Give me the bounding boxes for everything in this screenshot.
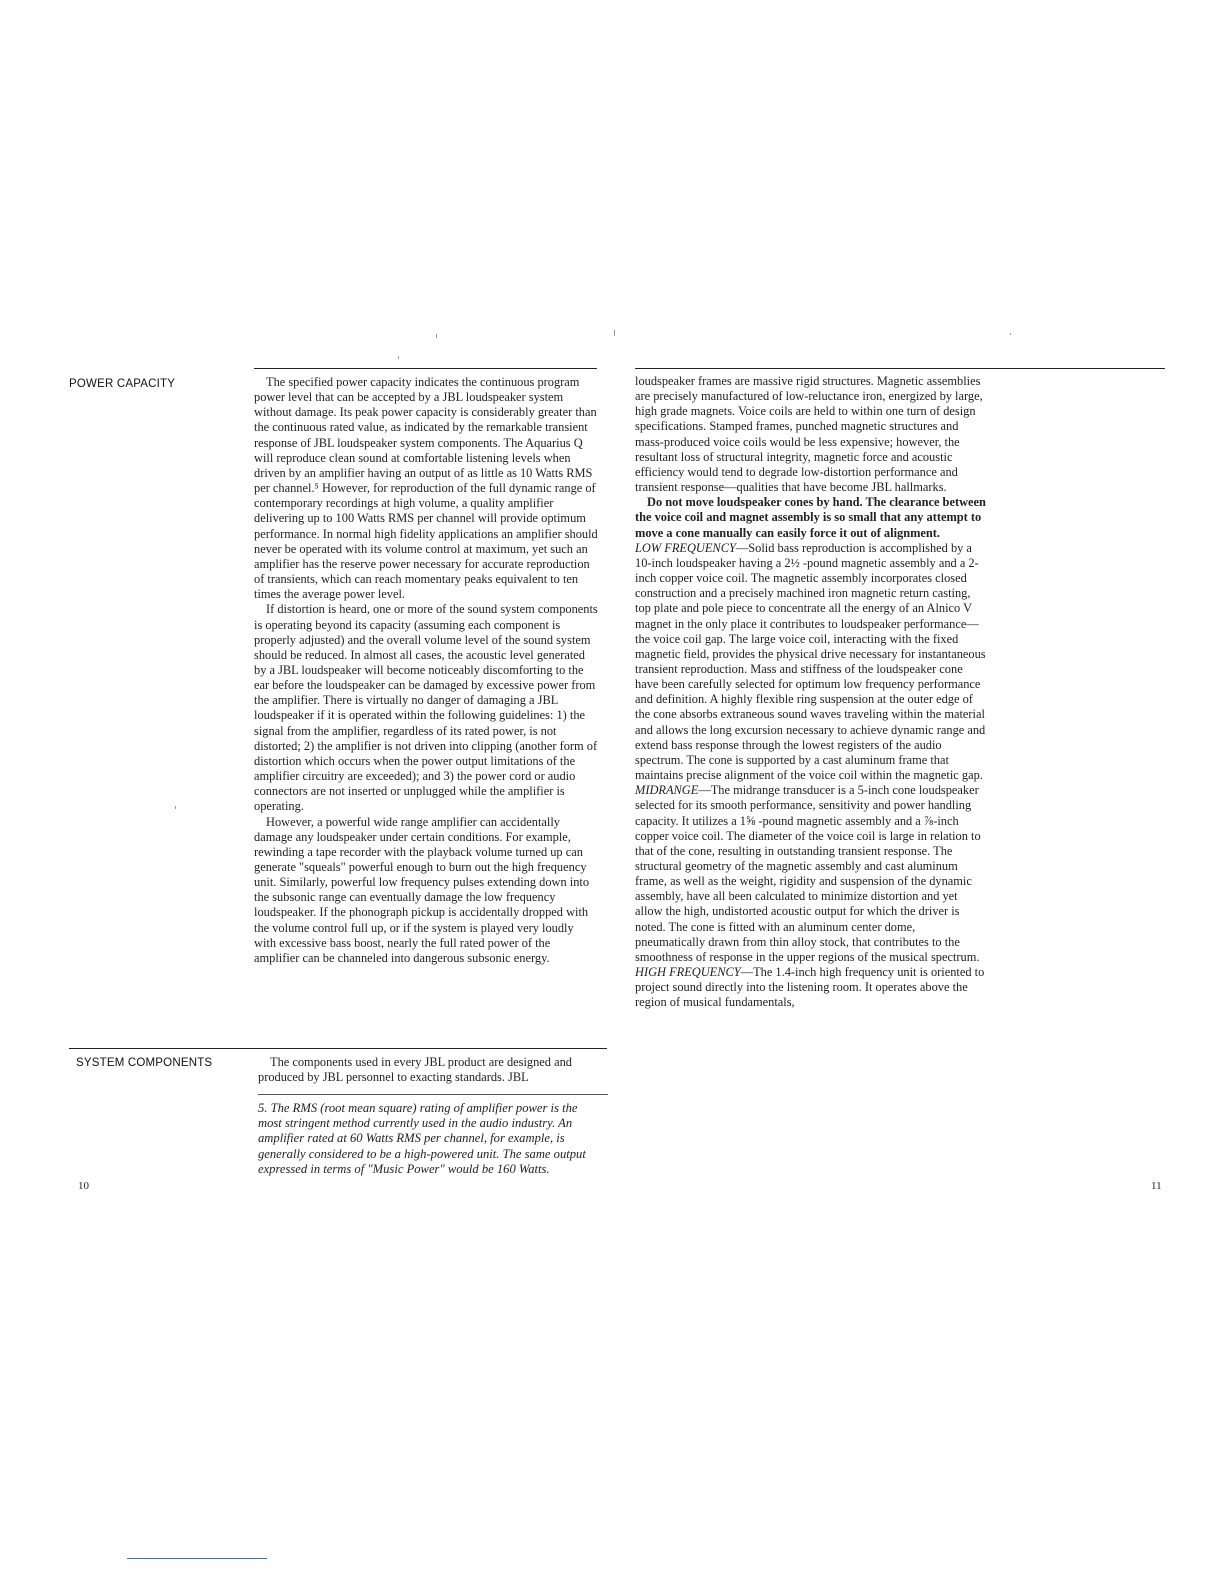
scan-edge-line <box>127 1558 267 1559</box>
low-frequency-label: LOW FREQUENCY <box>635 540 736 555</box>
power-capacity-paragraph-2: If distortion is heard, one or more of the sound system components is operating beyond its capacity (assuming each component is properly adjusted) and the overall volume level of the sound system should be reduced. In almost all cases, the acoustic level generated by a JBL loudspeaker will become noticeably discomforting to the ear before the loudspeaker can be damaged by excessive power from the amplifier. There is virtually no danger of damaging a JBL loudspeaker if it is operated within the following guidelines: 1) the signal from the amplifier, regardless of its rated power, is not distorted; 2) the amplifier is not driven into clipping (another form of distortion which occurs when the power output limitations of the amplifier circuitry are exceeded); and 3) the power cord or audio connectors are not inserted or unplugged while the amplifier is operating. <box>254 602 598 814</box>
power-capacity-top-rule <box>254 368 597 369</box>
power-capacity-heading: POWER CAPACITY <box>69 378 176 390</box>
high-frequency-paragraph <box>635 965 986 1010</box>
cone-warning: Do not move loudspeaker cones by hand. The clearance between the voice coil and magnet assembly is so small that any attempt to move a cone manually can easily force it out of alignment. <box>635 495 986 540</box>
page-number-left: 10 <box>78 1180 89 1192</box>
page-number-right: 11 <box>1151 1180 1162 1192</box>
system-components-paragraph-1: The components used in every JBL product are designed and produced by JBL personnel to exacting standards. JBL <box>258 1055 572 1085</box>
scan-speck <box>436 334 437 338</box>
footnote-5: 5. The RMS (root mean square) rating of amplifier power is the most stringent method currently used in the audio industry. An amplifier rated at 60 Watts RMS per channel, for example, is generally considered to be a high-powered unit. The same output expressed in terms of "Music Power" would be 160 Watts. <box>258 1101 586 1176</box>
power-capacity-paragraph-1: The specified power capacity indicates the continuous program power level that can be accepted by a JBL loudspeaker system without damage. Its peak power capacity is considerably greater than the continuous rated value, as indicated by the remarkable transient response of JBL loudspeaker system components. The Aquarius Q will reproduce clean sound at comfortable listening levels when driven by an amplifier having an output of as little as 10 Watts RMS per channel.⁵ However, for reproduction of the full dynamic range of contemporary recordings at high volume, a quality amplifier delivering up to 100 Watts RMS per channel will provide optimum performance. In normal high fidelity applications an amplifier should never be operated with its volume control at maximum, yet such an amplifier has the reserve power necessary for accurate reproduction of transients, which can reach momentary peaks equivalent to ten times the average power level. <box>254 375 598 602</box>
midrange-label: MIDRANGE <box>635 783 699 798</box>
system-components-heading: SYSTEM COMPONENTS <box>76 1057 213 1069</box>
system-components-top-rule <box>69 1048 607 1049</box>
power-capacity-paragraph-3: However, a powerful wide range amplifier can accidentally damage any loudspeaker under certain conditions. For example, rewinding a tape recorder with the playback volume turned up can generate "squeals" powerful enough to burn out the high frequency unit. Similarly, powerful low frequency pulses extending down into the subsonic range can eventually damage the low frequency loudspeaker. If the phonograph pickup is accidentally dropped with the volume control full up, or if the system is played very loudly with excessive bass boost, nearly the full rated power of the amplifier can be channeled into dangerous subsonic energy. <box>254 814 590 965</box>
scan-speck <box>614 330 615 336</box>
midrange-text: —The midrange transducer is a 5-inch cone loudspeaker selected for its smooth performance, sensitivity and power handling capacity. It utilizes a 1⅝ -pound magnetic assembly and a ⅞-inch copper voice coil. The diameter of the voice coil is large in relation to that of the cone, resulting in outstanding transient response. The structural geometry of the magnetic assembly and cast aluminum frame, as well as the weight, rigidity and suspension of the dynamic assembly, have all been calculated to minimize distortion and yet allow the high, undistorted acoustic output for which the driver is noted. The cone is fitted with an aluminum center dome, pneumatically drawn from thin alloy stock, that contributes to the smoothness of response in the upper regions of the musical spectrum. <box>635 783 981 964</box>
components-paragraph: loudspeaker frames are massive rigid structures. Magnetic assemblies are precisely manufactured of low-reluctance iron, energized by large, high grade magnets. Voice coils are held to within one turn of design specifications. Stamped frames, punched magnetic structures and mass-produced voice coils would be less expensive; however, the resultant loss of structural integrity, magnetic force and acoustic efficiency would tend to degrade low-distortion performance and transient response—qualities that have become JBL hallmarks. <box>635 374 983 495</box>
scan-speck <box>1010 333 1011 335</box>
right-page-top-rule <box>635 368 1165 369</box>
low-frequency-text: —Solid bass reproduction is accomplished by a 10-inch loudspeaker having a 2½ -pound magnetic assembly and a 2-inch copper voice coil. The magnetic assembly incorporates closed construction and a precisely machined iron magnetic return casting, top plate and pole piece to concentrate all the energy of an Alnico V magnet in the only place it contributes to loudspeaker performance—the voice coil gap. The large voice coil, interacting with the fixed magnetic field, provides the physical drive necessary for instantaneous transient reproduction. Mass and stiffness of the loudspeaker cone have been carefully selected for optimum low frequency performance and definition. A highly flexible ring suspension at the outer edge of the cone absorbs extraneous sound waves traveling within the material and allows the long excursion necessary to achieve dynamic range and extend bass response through the lowest registers of the audio spectrum. The cone is supported by a cast aluminum frame that maintains precise alignment of the voice coil within the magnetic gap. <box>635 540 986 783</box>
low-frequency-paragraph <box>635 541 986 784</box>
system-components-body <box>258 1055 598 1085</box>
right-page-body <box>635 374 986 1011</box>
power-capacity-body <box>254 375 598 966</box>
midrange-paragraph <box>635 783 986 965</box>
footnote-rule <box>258 1094 608 1095</box>
high-frequency-label: HIGH FREQUENCY <box>635 965 741 980</box>
scan-speck <box>175 806 176 809</box>
scan-speck <box>398 356 399 359</box>
high-frequency-text: —The 1.4-inch high frequency unit is oriented to project sound directly into the listening room. It operates above the region of musical fundamentals, <box>635 965 985 1010</box>
